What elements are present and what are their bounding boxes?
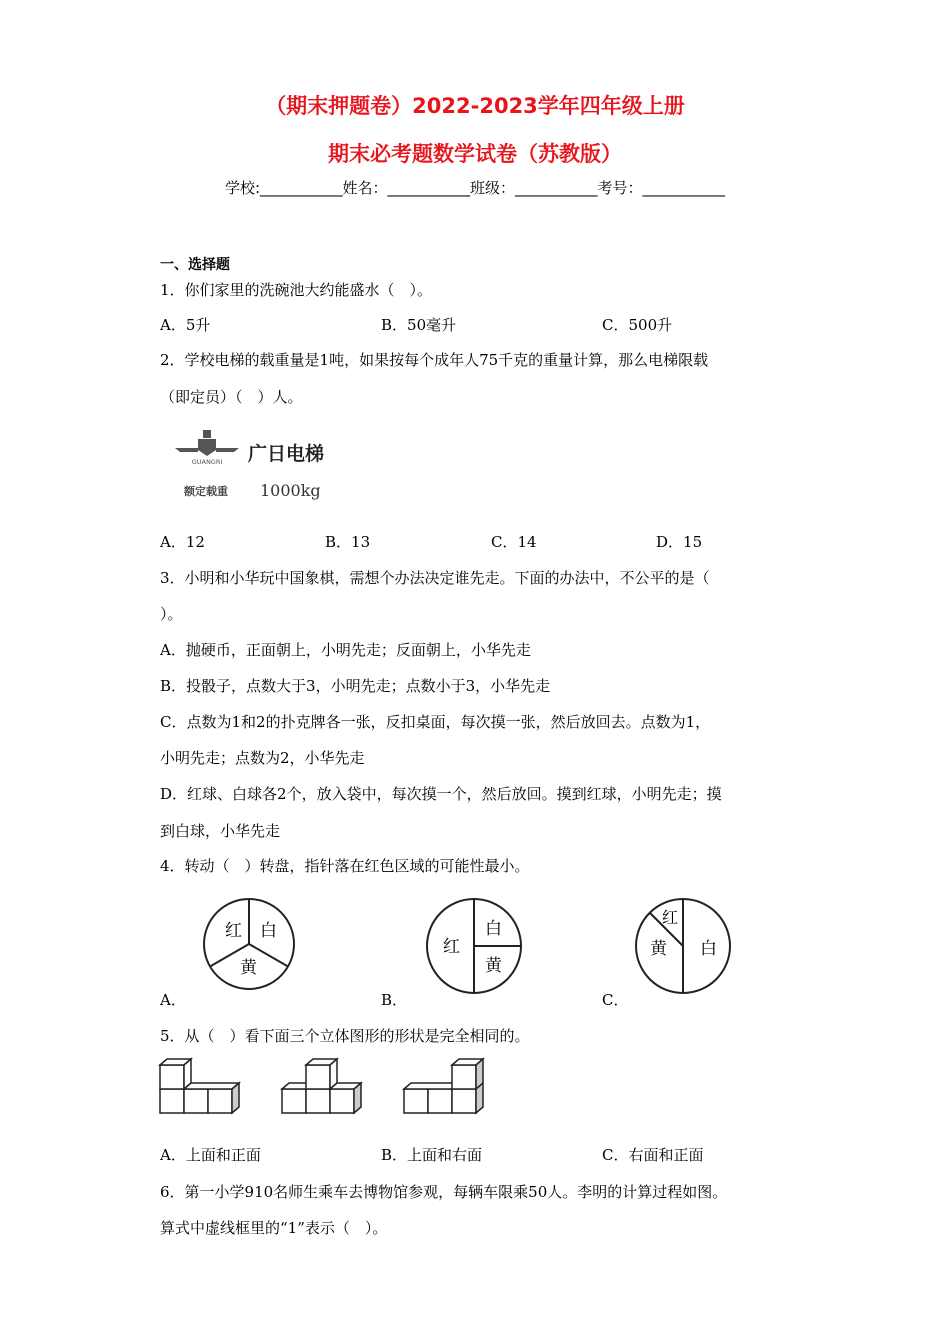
q5-option-c: C．右面和正面 [602, 1146, 704, 1164]
q6-stem-line1: 6．第一小学910名师生乘车去博物馆参观，每辆车限乘50人。李明的计算过程如图。 [160, 1183, 728, 1201]
section-heading: 一、选择题 [160, 257, 230, 273]
brand-name-text: 广日电梯 [248, 443, 325, 465]
cube-figure-2 [280, 1057, 366, 1115]
q4-stem: 4．转动（ ）转盘，指针落在红色区域的可能性最小。 [160, 857, 530, 875]
q1-option-b: B．50毫升 [381, 316, 457, 334]
q3-option-b: B．投骰子，点数大于3，小明先走；点数小于3，小华先走 [160, 677, 551, 695]
spinner-b-red-label: 红 [443, 937, 460, 957]
rated-load-value: 1000kg [260, 481, 321, 500]
spinner-b [424, 896, 524, 996]
cube-figure-3 [402, 1057, 488, 1115]
q4-option-b: B． [381, 991, 408, 1009]
spinner-a [201, 896, 297, 992]
spinner-c-red-label: 红 [662, 908, 679, 927]
q4-option-c: C． [602, 991, 629, 1009]
elevator-plate-image [172, 426, 342, 504]
q2-stem-line1: 2．学校电梯的载重量是1吨，如果按每个成年人75千克的重量计算，那么电梯限载 [160, 351, 709, 369]
exam-title-line1: （期末押题卷）2022-2023学年四年级上册 [265, 94, 685, 118]
spinner-c-white-label: 白 [700, 939, 717, 959]
q2-option-a: A．12 [160, 533, 205, 551]
rated-load-label: 额定载重 [184, 485, 228, 498]
spinner-a-red-label: 红 [225, 921, 242, 941]
q3-option-c-line2: 小明先走；点数为2，小华先走 [160, 749, 365, 767]
student-info-line: 学校:___________姓名：___________班级：___________考号：___________ [224, 179, 726, 197]
spinner-b-yellow-label: 黄 [485, 956, 502, 976]
q2-option-c: C．14 [491, 533, 537, 551]
q4-option-a: A． [160, 991, 186, 1009]
exam-title-line2: 期末必考题数学试卷（苏教版） [328, 142, 622, 166]
spinner-b-white-label: 白 [485, 919, 502, 939]
q3-option-c-line1: C．点数为1和2的扑克牌各一张，反扣桌面，每次摸一张，然后放回去。点数为1， [160, 713, 711, 731]
q3-option-a: A．抛硬币，正面朝上，小明先走；反面朝上，小华先走 [160, 641, 531, 659]
q3-stem-line2: ）。 [160, 605, 183, 623]
q5-option-b: B．上面和右面 [381, 1146, 483, 1164]
spinner-c [633, 896, 733, 996]
spinner-a-white-label: 白 [260, 921, 277, 941]
q2-option-b: B．13 [325, 533, 371, 551]
q1-option-a: A．5升 [160, 316, 211, 334]
q3-option-d-line2: 到白球，小华先走 [160, 822, 281, 840]
spinner-c-yellow-label: 黄 [650, 939, 667, 959]
spinner-a-yellow-label: 黄 [240, 958, 257, 978]
q5-stem: 5．从（ ）看下面三个立体图形的形状是完全相同的。 [160, 1027, 530, 1045]
q3-stem-line1: 3．小明和小华玩中国象棋，需想个办法决定谁先走。下面的办法中，不公平的是（ [160, 569, 710, 587]
q1-stem: 1．你们家里的洗碗池大约能盛水（ ）。 [160, 281, 433, 299]
q6-stem-line2: 算式中虚线框里的“1”表示（ ）。 [160, 1219, 388, 1237]
q2-option-d: D．15 [656, 533, 703, 551]
guangri-logo-icon [175, 430, 239, 466]
brand-english-text: GUANGRI [191, 458, 223, 466]
q1-option-c: C．500升 [602, 316, 673, 334]
q5-option-a: A．上面和正面 [160, 1146, 261, 1164]
q2-stem-line2: （即定员）（ ）人。 [160, 388, 303, 406]
q3-option-d-line1: D．红球、白球各2个，放入袋中，每次摸一个，然后放回。摸到红球，小明先走；摸 [160, 785, 722, 803]
cube-figure-1 [158, 1057, 244, 1115]
